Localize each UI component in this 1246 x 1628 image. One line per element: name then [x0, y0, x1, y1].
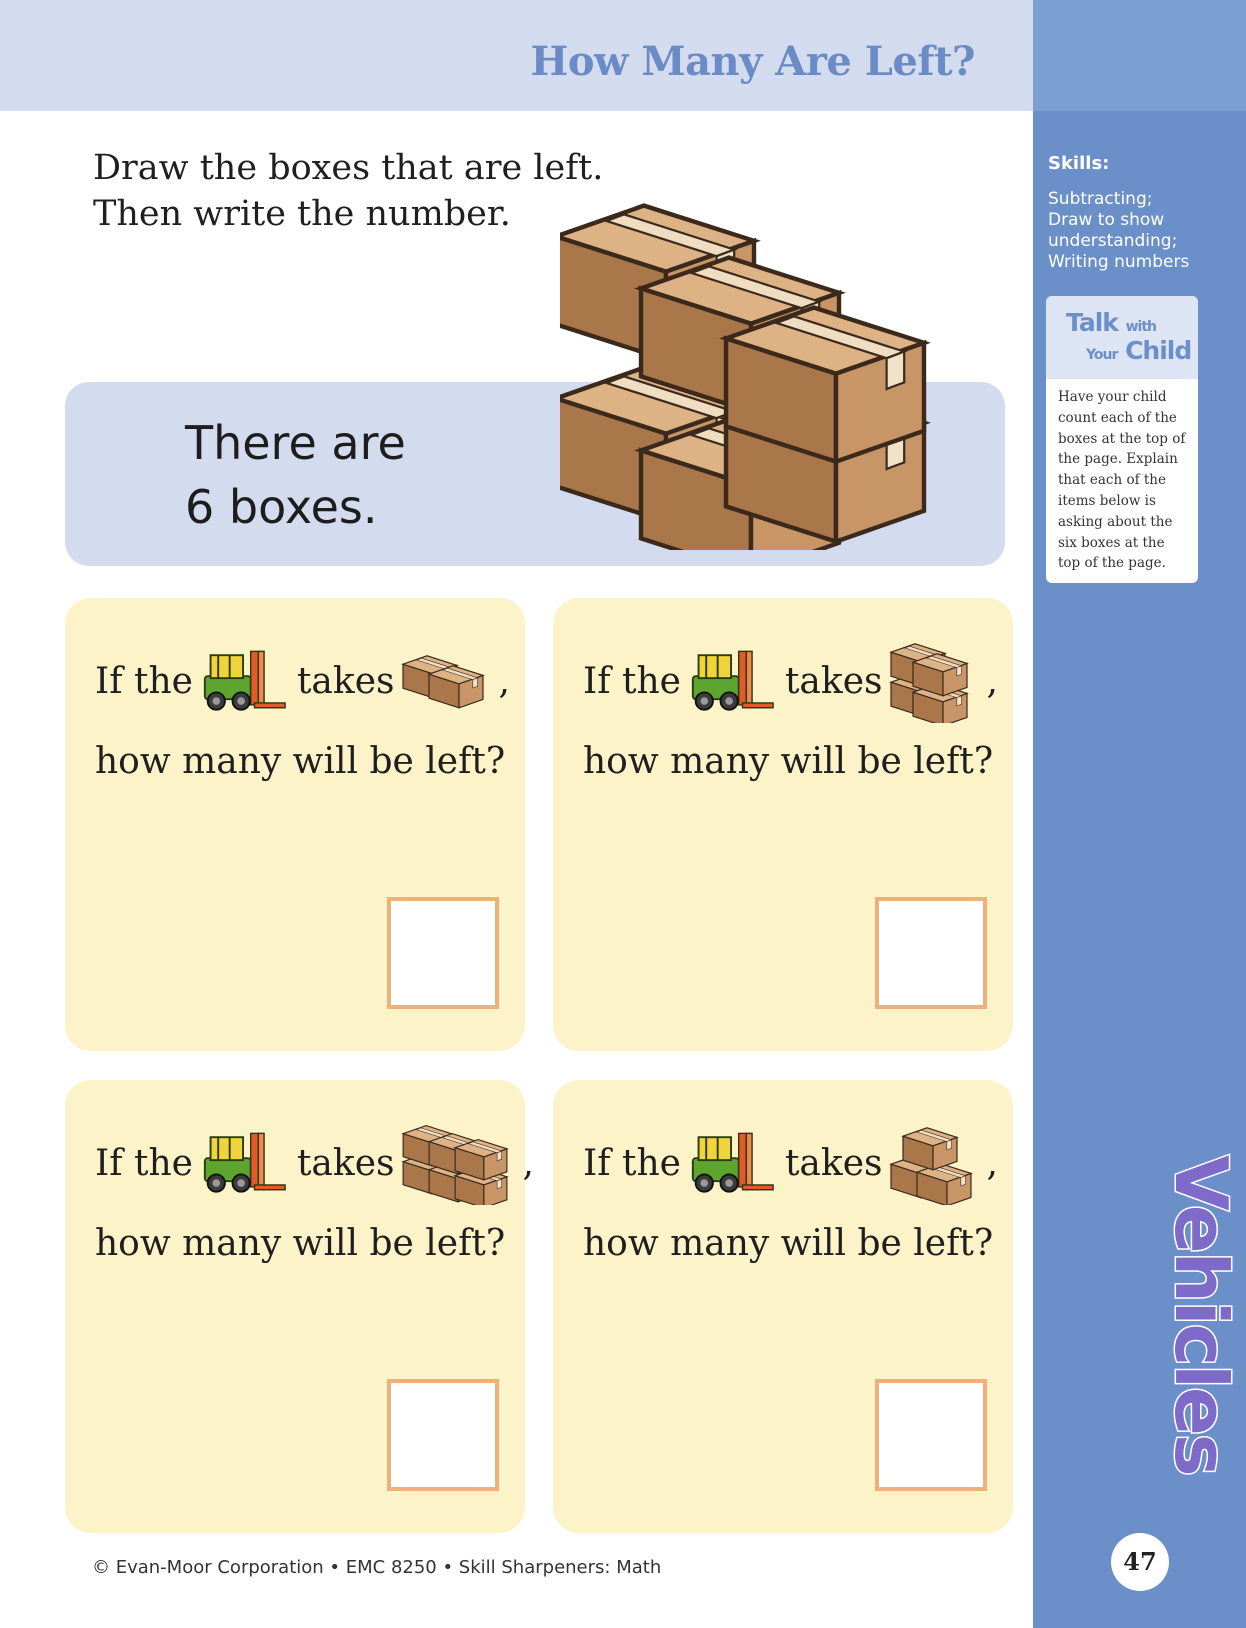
six-boxes-illustration — [560, 140, 955, 550]
footer-copyright: © Evan-Moor Corporation • EMC 8250 • Skill Sharpeners: Math — [92, 1557, 662, 1578]
forklift-icon — [201, 646, 287, 716]
fact-line-2: 6 boxes. — [185, 480, 378, 534]
prompt-comma: , — [522, 1142, 534, 1184]
question-text: how many will be left? — [95, 1223, 506, 1264]
instructions — [93, 145, 603, 237]
three-boxes-icon — [888, 1121, 980, 1205]
sidebar-header-band — [1033, 0, 1246, 111]
question-prompt — [583, 1128, 998, 1198]
forklift-icon — [201, 1128, 287, 1198]
talk-with-your-child-card — [1046, 296, 1198, 583]
answer-box[interactable] — [387, 1379, 499, 1491]
fact-line-1: There are — [185, 416, 406, 470]
two-boxes-icon — [400, 639, 492, 723]
prompt-prefix: If the — [583, 660, 681, 702]
answer-box[interactable] — [387, 897, 499, 1009]
skills-title: Skills: — [1048, 153, 1110, 174]
question-prompt — [95, 1128, 534, 1198]
skill-item: understanding; — [1048, 231, 1178, 251]
prompt-prefix: If the — [95, 660, 193, 702]
question-text: how many will be left? — [583, 741, 994, 782]
question-text: how many will be left? — [583, 1223, 994, 1264]
answer-box[interactable] — [875, 1379, 987, 1491]
instructions-line-1: Draw the boxes that are left. — [93, 148, 604, 188]
question-prompt — [583, 646, 998, 716]
talk-logo-line-1: Talk with — [1066, 308, 1157, 337]
prompt-comma: , — [986, 660, 998, 702]
question-card-3 — [65, 1080, 534, 1533]
skill-item: Subtracting; — [1048, 189, 1153, 209]
answer-box[interactable] — [875, 897, 987, 1009]
question-card-4 — [553, 1080, 1013, 1533]
prompt-prefix: If the — [583, 1142, 681, 1184]
talk-card-header — [1046, 296, 1198, 379]
question-card-1 — [65, 598, 525, 1051]
prompt-verb: takes — [296, 660, 395, 702]
fact-statement — [185, 411, 406, 539]
section-word: Vehicles — [1159, 1155, 1243, 1475]
question-prompt — [95, 646, 510, 716]
page-number: 47 — [1111, 1533, 1169, 1591]
skill-item: Draw to show — [1048, 210, 1165, 230]
forklift-icon — [689, 1128, 775, 1198]
forklift-icon — [689, 646, 775, 716]
page-title: How Many Are Left? — [530, 38, 975, 85]
talk-logo-line-2: Your Child — [1086, 336, 1192, 365]
prompt-verb: takes — [784, 660, 883, 702]
prompt-comma: , — [986, 1142, 998, 1184]
prompt-verb: takes — [784, 1142, 883, 1184]
four-boxes-icon — [888, 639, 980, 723]
prompt-comma: , — [498, 660, 510, 702]
section-label — [1159, 1155, 1243, 1495]
skill-item: Writing numbers — [1048, 252, 1190, 272]
six-boxes-icon — [400, 1121, 516, 1205]
sidebar — [1033, 0, 1246, 1628]
question-card-2 — [553, 598, 1013, 1051]
instructions-line-2: Then write the number. — [93, 194, 511, 234]
prompt-verb: takes — [296, 1142, 395, 1184]
prompt-prefix: If the — [95, 1142, 193, 1184]
talk-card-text: Have your child count each of the boxes at the top of the page. Explain that each of the items below is asking about the six boxes at the top of the page. — [1058, 389, 1186, 572]
skills-list — [1048, 189, 1238, 273]
question-text: how many will be left? — [95, 741, 506, 782]
